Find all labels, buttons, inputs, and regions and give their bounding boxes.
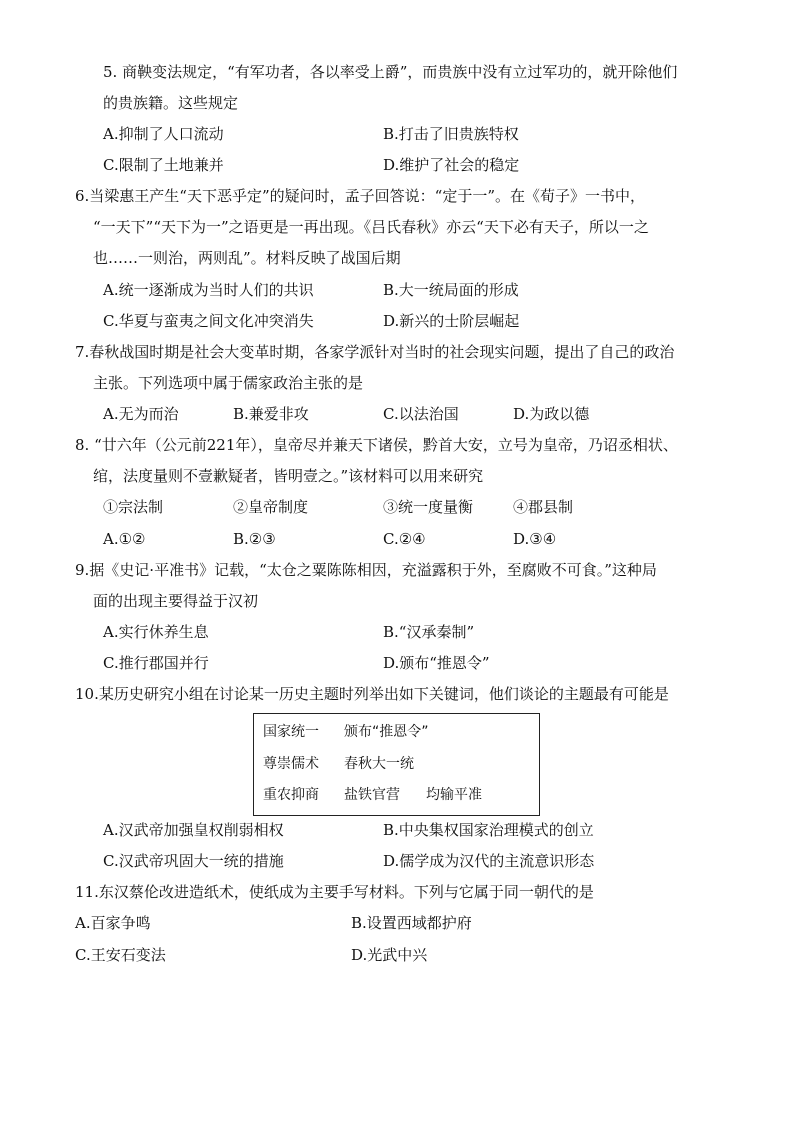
- q6-option-c: C.华夏与蛮夷之间文化冲突消失: [103, 312, 314, 330]
- q8-item-2: ②皇帝制度: [233, 498, 309, 516]
- q11-option-d: D.光武中兴: [351, 946, 428, 964]
- q11-option-c: C.王安石变法: [75, 946, 166, 964]
- q6-option-a: A.统一逐渐成为当时人们的共识: [103, 281, 314, 299]
- q6-option-d: D.新兴的士阶层崛起: [383, 312, 520, 330]
- q5-stem-line2: 的贵族籍。这些规定: [103, 94, 239, 112]
- q9-option-a: A.实行休养生息: [103, 623, 209, 641]
- q10-option-b: B.中央集权国家治理模式的创立: [383, 821, 594, 839]
- q9-stem-line1: 9.据《史记·平准书》记载，“太仓之粟陈陈相因，充溢露积于外，至腐败不可食。”这种局: [75, 561, 657, 579]
- q7-option-d: D.为政以德: [513, 405, 590, 423]
- q10-option-a: A.汉武帝加强皇权削弱相权: [103, 821, 284, 839]
- q10-option-d: D.儒学成为汉代的主流意识形态: [383, 852, 595, 870]
- q7-option-a: A.无为而治: [103, 405, 179, 423]
- keyword-5: 重农抑商: [263, 787, 319, 803]
- q5-option-d: D.维护了社会的稳定: [383, 156, 520, 174]
- q9-stem-line2: 面的出现主要得益于汉初: [93, 592, 259, 610]
- q8-option-b: B.②③: [233, 530, 276, 548]
- q8-item-3: ③统一度量衡: [383, 498, 474, 516]
- q7-option-b: B.兼爱非攻: [233, 405, 309, 423]
- q9-option-c: C.推行郡国并行: [103, 654, 209, 672]
- q5-stem-line1: 5. 商鞅变法规定，“有军功者，各以率受上爵”，而贵族中没有立过军功的，就开除他们: [103, 63, 678, 81]
- q10-option-c: C.汉武帝巩固大一统的措施: [103, 852, 284, 870]
- q6-stem-line3: 也……一则治，两则乱”。材料反映了战国后期: [93, 249, 401, 267]
- keyword-3: 尊崇儒术: [263, 756, 319, 772]
- keyword-1: 国家统一: [263, 724, 319, 740]
- q8-option-a: A.①②: [103, 530, 146, 548]
- q8-option-d: D.③④: [513, 530, 557, 548]
- q9-option-b: B.“汉承秦制”: [383, 623, 475, 641]
- q8-item-1: ①宗法制: [103, 498, 164, 516]
- q8-stem-line1: 8. “廿六年（公元前221年），皇帝尽并兼天下诸侯，黔首大安，立号为皇帝，乃诏丞相状、: [75, 436, 678, 454]
- q8-option-c: C.②④: [383, 530, 426, 548]
- keyword-7: 均输平准: [426, 787, 482, 803]
- q8-stem-line2: 绾，法度量则不壹歉疑者，皆明壹之。”该材料可以用来研究: [93, 467, 484, 485]
- q11-stem-line1: 11.东汉蔡伦改进造纸术，使纸成为主要手写材料。下列与它属于同一朝代的是: [75, 883, 594, 901]
- q7-stem-line1: 7.春秋战国时期是社会大变革时期，各家学派针对当时的社会现实问题，提出了自己的政治: [75, 343, 675, 361]
- q8-item-4: ④郡县制: [513, 498, 574, 516]
- q11-option-a: A.百家争鸣: [75, 914, 151, 932]
- q7-stem-line2: 主张。下列选项中属于儒家政治主张的是: [93, 374, 364, 392]
- q10-keyword-box: [253, 713, 540, 816]
- q6-stem-line1: 6.当梁惠王产生“天下恶乎定”的疑问时，孟子回答说：“定于一”。在《荀子》一书中，: [75, 187, 645, 205]
- keyword-4: 春秋大一统: [344, 756, 414, 772]
- keyword-6: 盐铁官营: [344, 787, 400, 803]
- q5-option-b: B.打击了旧贵族特权: [383, 125, 519, 143]
- q5-option-a: A.抑制了人口流动: [103, 125, 224, 143]
- q5-option-c: C.限制了土地兼并: [103, 156, 224, 174]
- keyword-2: 颁布“推恩令”: [344, 724, 429, 740]
- q6-stem-line2: “一天下”“天下为一”之语更是一再出现。《吕氏春秋》亦云“天下必有天子，所以一之: [93, 218, 649, 236]
- q10-stem-line1: 10.某历史研究小组在讨论某一历史主题时列举出如下关键词，他们谈论的主题最有可能是: [75, 685, 669, 703]
- q6-option-b: B.大一统局面的形成: [383, 281, 519, 299]
- q11-option-b: B.设置西域都护府: [351, 914, 472, 932]
- q7-option-c: C.以法治国: [383, 405, 459, 423]
- q9-option-d: D.颁布“推恩令”: [383, 654, 490, 672]
